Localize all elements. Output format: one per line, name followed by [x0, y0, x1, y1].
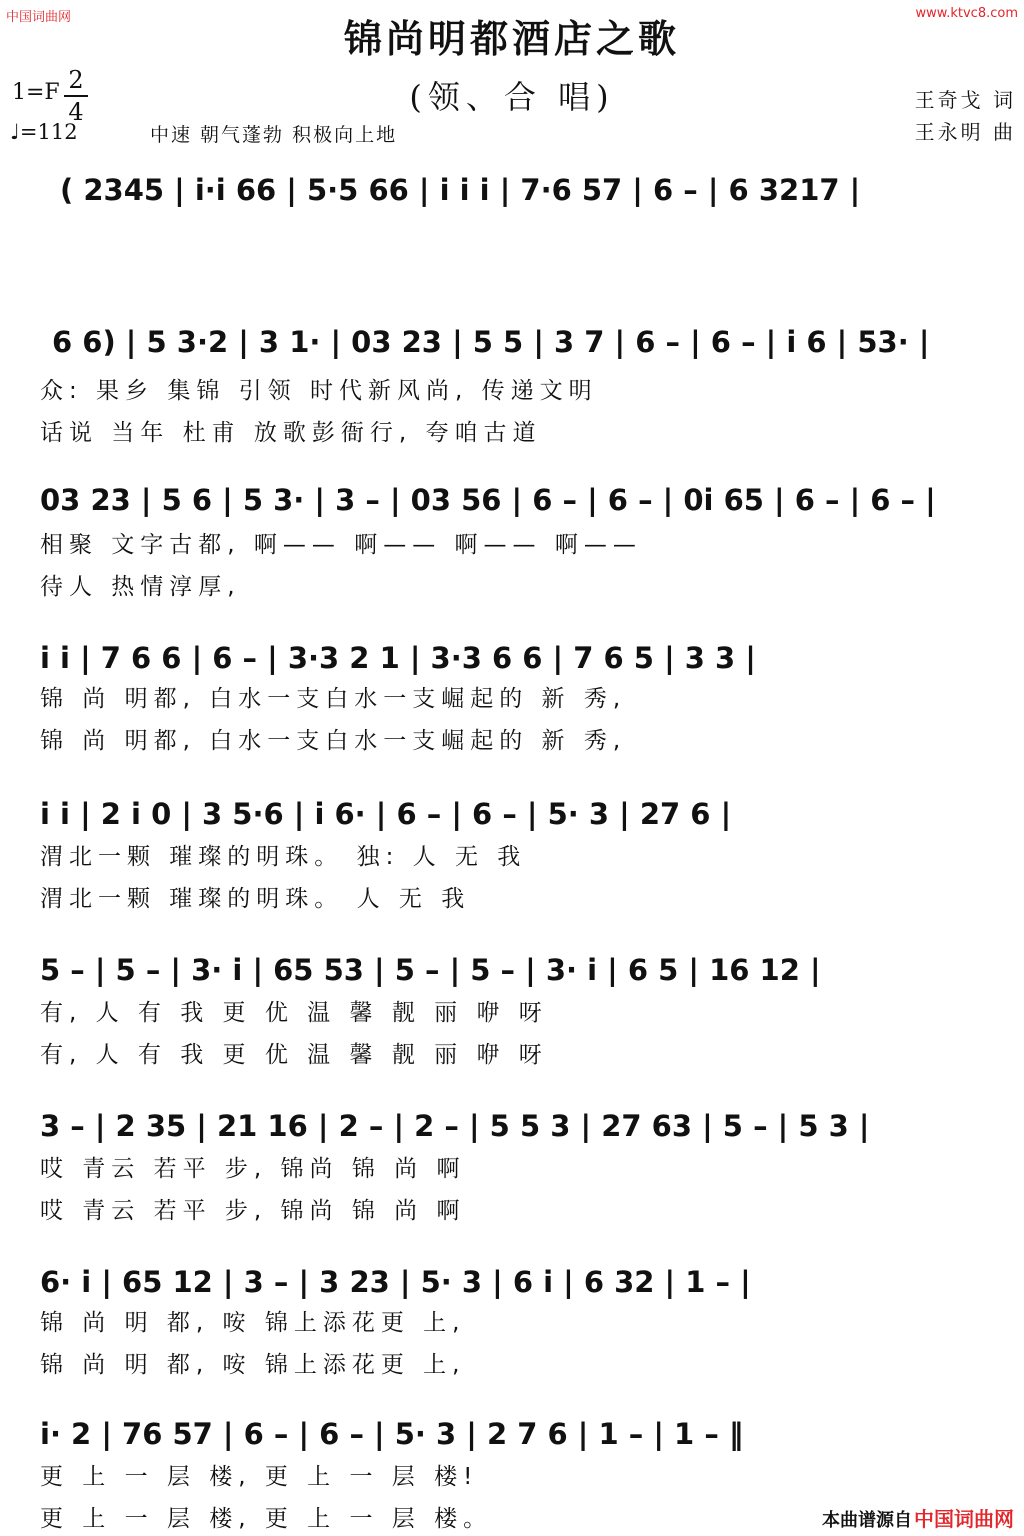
lyrics-row-9-verse-2: 更 上 一 层 楼, 更 上 一 层 楼。: [40, 1506, 493, 1532]
notation-row-1: [0, 160, 1024, 220]
lyrics-row-2-verse-1: 众: 果乡 集锦 引领 时代新风尚, 传递文明: [40, 378, 598, 404]
notation-text: i· 2 | 76 57 | 6 – | 6 – | 5· 3 | 2 7 6 | 1 – | 1 – ‖: [40, 1417, 744, 1451]
notation-row-4: [0, 628, 1024, 688]
notation-text: 6· i | 65 12 | 3 – | 3 23 | 5· 3 | 6 i | 6 32 | 1 – |: [40, 1265, 751, 1299]
time-signature: [64, 66, 88, 126]
song-title: 锦尚明都酒店之歌: [343, 16, 680, 61]
lyrics-row-6-verse-2: 有, 人 有 我 更 优 温 馨 靓 丽 咿 呀: [40, 1042, 548, 1068]
notation-svg-2: [0, 312, 1024, 372]
notation-svg-7: [0, 1096, 1024, 1156]
notation-text: i i | 7 6 6 | 6 – | 3·3 2 1 | 3·3 6 6 | 7 6 5 | 3 3 |: [40, 641, 756, 675]
notation-row-5: [0, 784, 1024, 844]
notation-svg-1: [0, 160, 1024, 220]
notation-text: 5 – | 5 – | 3· i | 65 53 | 5 – | 5 – | 3· i | 6 5 | 16 12 |: [40, 953, 821, 987]
time-top: 2: [68, 66, 84, 94]
lyrics-row-8-verse-1: 锦 尚 明 都, 咹 锦上添花更 上,: [40, 1310, 466, 1336]
notation-row-7: [0, 1096, 1024, 1156]
composer-credit: 王永明 曲: [914, 120, 1016, 144]
notation-svg-9: [0, 1404, 1024, 1464]
expression-marking: 中速 朝气蓬勃 积极向上地: [150, 124, 398, 146]
lyrics-row-4-verse-1: 锦 尚 明都, 白水一支白水一支崛起的 新 秀,: [40, 686, 627, 712]
notation-svg-4: [0, 628, 1024, 688]
watermark-top-right: www.ktvc8.com: [915, 6, 1018, 21]
notation-row-3: [0, 470, 1024, 530]
notation-row-9: [0, 1404, 1024, 1464]
watermark-top-left: 中国词曲网: [6, 10, 72, 25]
notation-row-8: [0, 1252, 1024, 1312]
lyrics-row-4-verse-2: 锦 尚 明都, 白水一支白水一支崛起的 新 秀,: [40, 728, 627, 754]
time-bottom: 4: [68, 98, 84, 126]
song-subtitle: (领、合 唱): [409, 78, 615, 116]
notation-text: 3 – | 2 35 | 21 16 | 2 – | 2 – | 5 5 3 | 27 63 | 5 – | 5 3 |: [40, 1109, 870, 1143]
lyrics-row-8-verse-2: 锦 尚 明 都, 咹 锦上添花更 上,: [40, 1352, 466, 1378]
key-signature: 1=F: [12, 80, 60, 105]
notation-svg-5: [0, 784, 1024, 844]
notation-text: 03 23 | 5 6 | 5 3· | 3 – | 03 56 | 6 – | 6 – | 0i 65 | 6 – | 6 – |: [40, 483, 936, 517]
lyrics-row-3-verse-1: 相聚 文字古都, 啊—— 啊—— 啊—— 啊——: [40, 532, 642, 558]
lyrics-row-7-verse-1: 哎 青云 若平 步, 锦尚 锦 尚 啊: [40, 1156, 466, 1182]
lyrics-row-5-verse-2: 渭北一颗 璀璨的明珠。 人 无 我: [40, 886, 471, 912]
notation-svg-3: [0, 470, 1024, 530]
watermark-bottom-left: 本曲谱源自: [822, 1510, 912, 1531]
lyrics-row-2-verse-2: 话说 当年 杜甫 放歌彭衙行, 夸咱古道: [40, 420, 542, 446]
notation-text: ( 2345 | i·i 66 | 5·5 66 | i i i | 7·6 57 | 6 – | 6 3217 |: [60, 173, 861, 207]
notation-svg-8: [0, 1252, 1024, 1312]
lyrics-row-6-verse-1: 有, 人 有 我 更 优 温 馨 靓 丽 咿 呀: [40, 1000, 548, 1026]
lyricist-credit: 王奇戈 词: [914, 88, 1016, 112]
lyrics-row-5-verse-1: 渭北一颗 璀璨的明珠。 独: 人 无 我: [40, 844, 527, 870]
notation-svg-6: [0, 940, 1024, 1000]
notation-text: i i | 2 i 0 | 3 5·6 | i 6· | 6 – | 6 – | 5· 3 | 27 6 |: [40, 797, 732, 831]
lyrics-row-7-verse-2: 哎 青云 若平 步, 锦尚 锦 尚 啊: [40, 1198, 466, 1224]
lyrics-row-9-verse-1: 更 上 一 层 楼, 更 上 一 层 楼!: [40, 1464, 479, 1490]
watermark-bottom-right: 中国词曲网: [914, 1507, 1014, 1531]
notation-row-2: [0, 312, 1024, 372]
tempo-marking: ♩=112: [10, 120, 78, 144]
notation-text: 6 6) | 5 3·2 | 3 1· | 03 23 | 5 5 | 3 7 | 6 – | 6 – | i 6 | 53· |: [52, 325, 930, 359]
lyrics-row-3-verse-2: 待人 热情淳厚,: [40, 574, 241, 600]
notation-row-6: [0, 940, 1024, 1000]
